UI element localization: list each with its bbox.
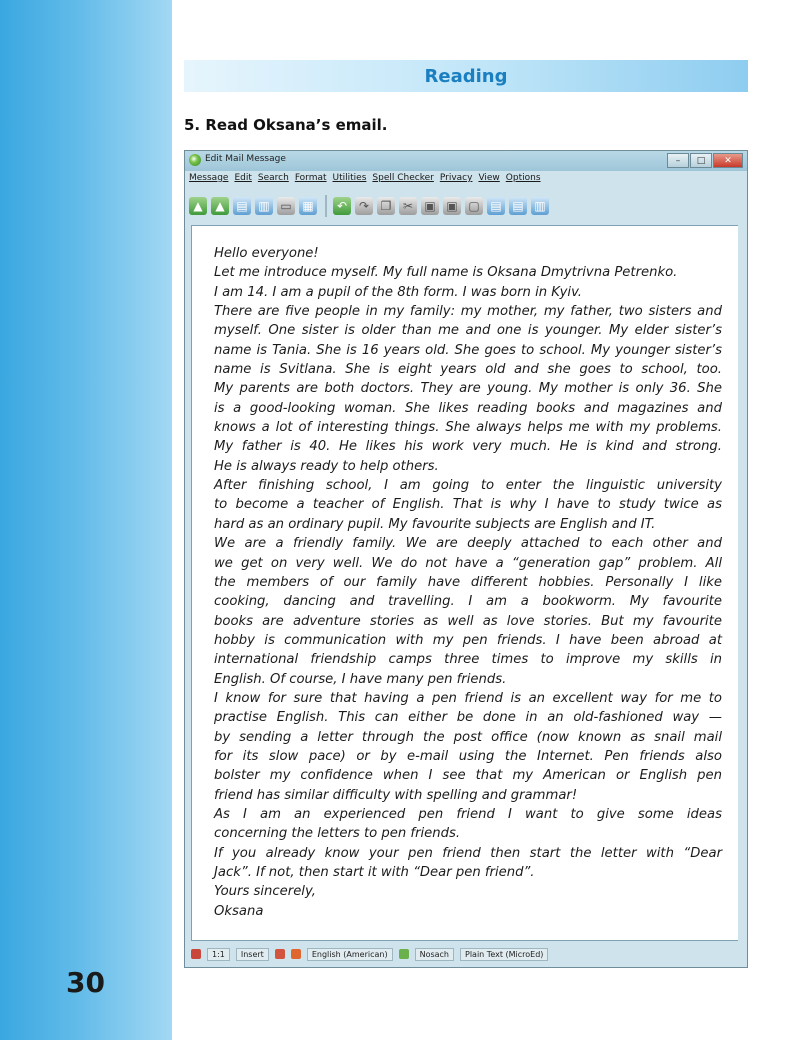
paste-icon[interactable]: ▣ xyxy=(421,197,439,215)
email-line: name is Tania. She is 16 years old. She goes to school. My younger sister’s xyxy=(214,342,722,358)
menu-edit[interactable]: Edit xyxy=(234,173,252,183)
attach-icon[interactable]: ▤ xyxy=(233,197,251,215)
email-line: hard as an ordinary pupil. My favourite subjects are English and IT. xyxy=(214,516,656,532)
window-titlebar[interactable] xyxy=(185,151,747,171)
toolbar-separator xyxy=(325,195,327,217)
message-body[interactable] xyxy=(191,225,739,941)
email-line: English. Of course, I have many pen friends. xyxy=(214,671,507,687)
text-format[interactable]: Plain Text (MicroEd) xyxy=(460,948,548,961)
close-button[interactable]: ✕ xyxy=(713,153,743,168)
email-line: hobby is communication with my pen friends. I have been abroad at xyxy=(214,632,722,648)
email-line: I know for sure that having a pen friend is an excellent way for me to xyxy=(214,690,722,706)
email-line: practise English. This can either be done in an old-fashioned way — xyxy=(214,710,722,726)
mail-window xyxy=(184,150,748,968)
email-line: name is Svitlana. She is eight years old and she goes to school, too. xyxy=(214,362,722,378)
email-line: friend has similar difficulty with spelling and grammar! xyxy=(214,787,578,803)
page-number: 30 xyxy=(66,966,105,999)
status-indicator-icon xyxy=(191,949,201,959)
email-line: I am 14. I am a pupil of the 8th form. I was born in Kyiv. xyxy=(214,284,582,300)
email-line: knows a lot of interesting things. She always helps me with my problems. xyxy=(214,420,722,436)
scrollbar[interactable] xyxy=(738,225,744,941)
find-next-icon[interactable]: ▤ xyxy=(509,197,527,215)
email-line: books are adventure stories as well as love stories. But my favourite xyxy=(214,613,722,629)
email-line: bolster my confidence when I see that my American or English pen xyxy=(214,768,722,784)
email-line: There are five people in my family: my mother, my father, two sisters and xyxy=(214,304,722,320)
cursor-position: 1:1 xyxy=(207,948,230,961)
minimize-button[interactable]: – xyxy=(667,153,689,168)
menu-bar xyxy=(189,173,541,189)
window-controls xyxy=(666,153,743,168)
replace-icon[interactable]: ▥ xyxy=(531,197,549,215)
email-line: After finishing school, I am going to enter the linguistic university xyxy=(214,478,722,494)
maximize-button[interactable]: □ xyxy=(690,153,712,168)
save-icon[interactable]: ▦ xyxy=(299,197,317,215)
email-line: Jack”. If not, then start it with “Dear pen friend”. xyxy=(214,865,535,880)
send-queue-icon[interactable]: ▲ xyxy=(211,197,229,215)
task-instruction: 5. Read Oksana’s email. xyxy=(184,116,388,134)
email-line: is a good-looking woman. She likes reading books and magazines and xyxy=(214,400,722,416)
email-line: Let me introduce myself. My full name is Oksana Dmytrivna Petrenko. xyxy=(214,265,678,281)
spell-check-icon[interactable] xyxy=(399,949,409,959)
email-line: by sending a letter through the post office (now known as snail mail xyxy=(214,729,722,745)
email-line: international friendship camps three times to improve my skills in xyxy=(214,652,722,668)
send-icon[interactable]: ▲ xyxy=(189,197,207,215)
cut-icon[interactable]: ✂ xyxy=(399,197,417,215)
email-line: for its slow pace) or by e-mail using the Internet. Pen friends also xyxy=(214,748,722,764)
email-line: Yours sincerely, xyxy=(214,884,316,900)
redo-icon[interactable]: ↷ xyxy=(355,197,373,215)
priority-icon[interactable] xyxy=(291,949,301,959)
account-name[interactable]: Nosach xyxy=(415,948,454,961)
email-line: My father is 40. He likes his work very much. He is kind and strong. xyxy=(214,439,722,455)
paste-quote-icon[interactable]: ▣ xyxy=(443,197,461,215)
email-text xyxy=(214,244,722,921)
app-icon xyxy=(189,154,201,166)
email-line: the members of our family have different hobbies. Personally I like xyxy=(214,574,722,590)
menu-format[interactable]: Format xyxy=(294,173,327,183)
email-line: If you already know your pen friend then start the letter with “Dear xyxy=(214,845,722,861)
find-icon[interactable]: ▤ xyxy=(487,197,505,215)
address-book-icon[interactable]: ▥ xyxy=(255,197,273,215)
undo-icon[interactable]: ↶ xyxy=(333,197,351,215)
menu-options[interactable]: Options xyxy=(505,173,541,183)
email-line: Oksana xyxy=(214,903,264,919)
toolbar xyxy=(189,191,551,221)
copy-icon[interactable]: ❐ xyxy=(377,197,395,215)
email-line: We are a friendly family. We are deeply attached to each other and xyxy=(214,536,722,552)
clear-icon[interactable]: ▢ xyxy=(465,197,483,215)
email-line: concerning the letters to pen friends. xyxy=(214,826,461,842)
email-line: to become a teacher of English. That is why I have to study twice as xyxy=(214,497,722,513)
email-line: myself. One sister is older than me and one is younger. My elder sister’s xyxy=(214,323,722,339)
email-line: He is always ready to help others. xyxy=(214,458,439,474)
print-icon[interactable]: ▭ xyxy=(277,197,295,215)
window-title: Edit Mail Message xyxy=(205,154,286,164)
email-line: we get on very well. We do not have a “generation gap” problem. All xyxy=(214,555,722,571)
section-title: Reading xyxy=(424,65,508,87)
signature-icon[interactable] xyxy=(275,949,285,959)
menu-message[interactable]: Message xyxy=(189,173,229,183)
email-line: As I am an experienced pen friend I want to give some ideas xyxy=(214,806,722,822)
email-line: cooking, dancing and travelling. I am a bookworm. My favourite xyxy=(214,594,722,610)
menu-view[interactable]: View xyxy=(478,173,500,183)
menu-privacy[interactable]: Privacy xyxy=(439,173,473,183)
email-line: My parents are both doctors. They are young. My mother is only 36. She xyxy=(214,381,722,397)
insert-mode[interactable]: Insert xyxy=(236,948,269,961)
menu-utilities[interactable]: Utilities xyxy=(332,173,367,183)
left-side-band xyxy=(0,0,172,1040)
section-header-bar xyxy=(184,60,748,92)
menu-search[interactable]: Search xyxy=(257,173,289,183)
language-indicator[interactable]: English (American) xyxy=(307,948,393,961)
status-bar xyxy=(191,945,741,963)
menu-spell-checker[interactable]: Spell Checker xyxy=(372,173,434,183)
email-line: Hello everyone! xyxy=(214,246,319,261)
